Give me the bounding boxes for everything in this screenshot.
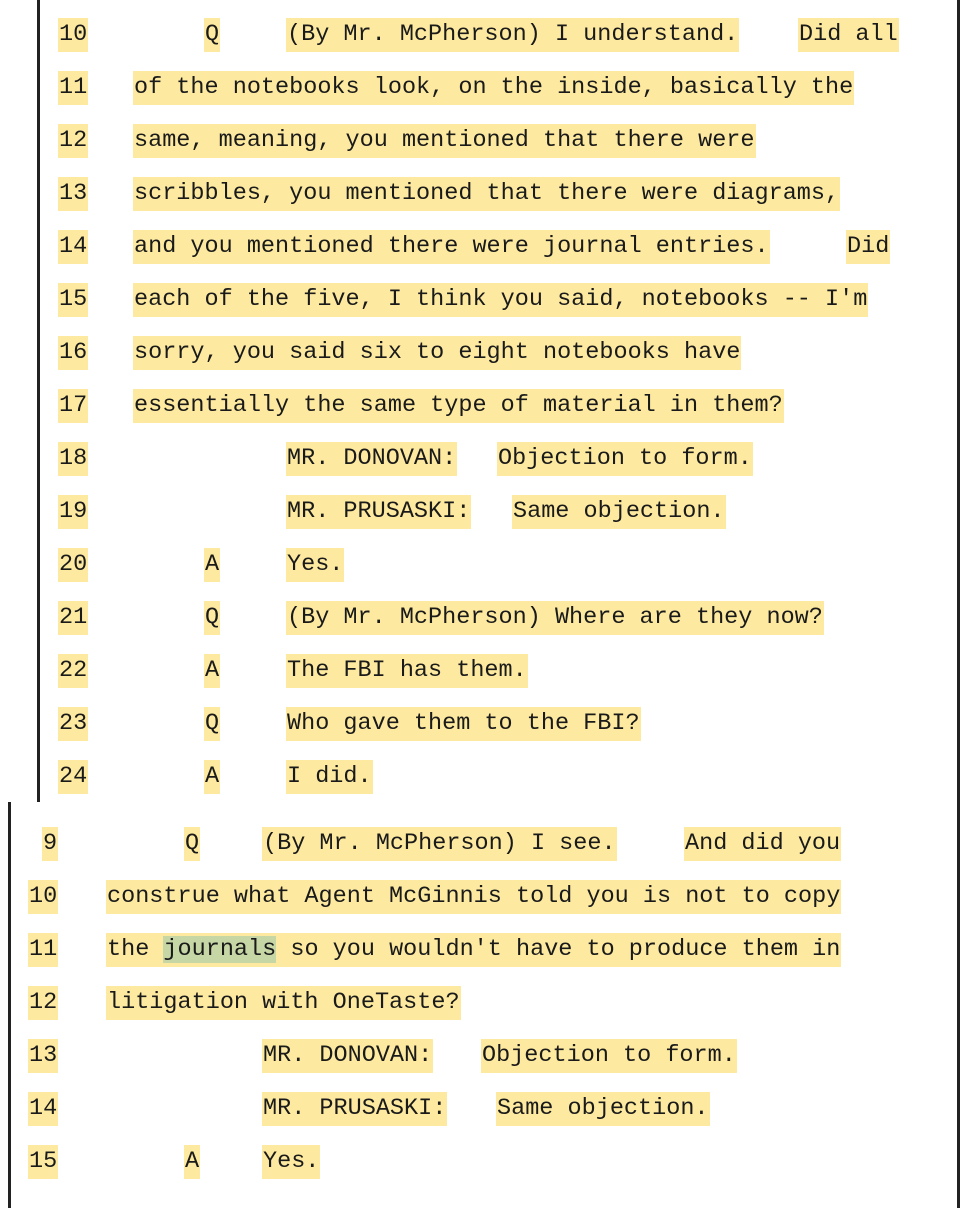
line-text: litigation with OneTaste? (106, 986, 461, 1020)
line-number: 11 (58, 71, 88, 105)
line-text: Objection to form. (481, 1039, 737, 1073)
line-number: 18 (58, 442, 88, 476)
line-text: essentially the same type of material in them? (133, 389, 784, 423)
line-text: scribbles, you mentioned that there were diagrams, (133, 177, 840, 211)
line-number: 16 (58, 336, 88, 370)
line-text: Objection to form. (497, 442, 753, 476)
line-number: 19 (58, 495, 88, 529)
line-text: MR. DONOVAN: (286, 442, 457, 476)
line-number: 24 (58, 760, 88, 794)
line-number: 21 (58, 601, 88, 635)
line-number: 13 (28, 1039, 58, 1073)
left-margin-rule (37, 0, 40, 802)
line-text: construe what Agent McGinnis told you is not to copy (106, 880, 841, 914)
speaker-mark: Q (204, 707, 220, 741)
line-number: 13 (58, 177, 88, 211)
line-text: MR. DONOVAN: (262, 1039, 433, 1073)
line-text (106, 933, 841, 967)
speaker-mark: A (204, 548, 220, 582)
line-number: 10 (58, 18, 88, 52)
line-text: I did. (286, 760, 373, 794)
line-text: Did all (798, 18, 899, 52)
line-number: 23 (58, 707, 88, 741)
right-margin-rule (957, 0, 960, 802)
speaker-mark: Q (184, 827, 200, 861)
line-text-segment: the (107, 936, 164, 963)
line-number: 14 (28, 1092, 58, 1126)
line-text: Who gave them to the FBI? (286, 707, 641, 741)
line-text: MR. PRUSASKI: (286, 495, 471, 529)
line-text: (By Mr. McPherson) I see. (262, 827, 617, 861)
line-text: MR. PRUSASKI: (262, 1092, 447, 1126)
line-number: 11 (28, 933, 58, 967)
line-number: 15 (28, 1145, 58, 1179)
line-text: same, meaning, you mentioned that there were (133, 124, 756, 158)
transcript-page-excerpt (0, 802, 968, 1208)
speaker-mark: Q (204, 601, 220, 635)
speaker-mark: A (184, 1145, 200, 1179)
right-margin-rule (957, 802, 960, 1208)
line-text: Yes. (286, 548, 344, 582)
line-number: 9 (42, 827, 58, 861)
line-number: 12 (58, 124, 88, 158)
line-number: 14 (58, 230, 88, 264)
line-text: and you mentioned there were journal entries. (133, 230, 770, 264)
line-number: 17 (58, 389, 88, 423)
line-number: 10 (28, 880, 58, 914)
line-number: 15 (58, 283, 88, 317)
line-text: Yes. (262, 1145, 320, 1179)
line-text: Same objection. (512, 495, 726, 529)
line-number: 22 (58, 654, 88, 688)
line-text: of the notebooks look, on the inside, basically the (133, 71, 854, 105)
left-margin-rule (8, 802, 11, 1208)
line-text: The FBI has them. (286, 654, 528, 688)
speaker-mark: Q (204, 18, 220, 52)
line-text: (By Mr. McPherson) Where are they now? (286, 601, 824, 635)
line-text: And did you (684, 827, 841, 861)
line-number: 12 (28, 986, 58, 1020)
line-text: Same objection. (496, 1092, 710, 1126)
search-hit-term: journals (163, 936, 277, 963)
line-text-segment: so you wouldn't have to produce them in (276, 936, 841, 963)
line-text: (By Mr. McPherson) I understand. (286, 18, 739, 52)
speaker-mark: A (204, 760, 220, 794)
line-text: each of the five, I think you said, notebooks -- I'm (133, 283, 868, 317)
line-number: 20 (58, 548, 88, 582)
line-text: Did (846, 230, 890, 264)
line-text: sorry, you said six to eight notebooks have (133, 336, 741, 370)
speaker-mark: A (204, 654, 220, 688)
